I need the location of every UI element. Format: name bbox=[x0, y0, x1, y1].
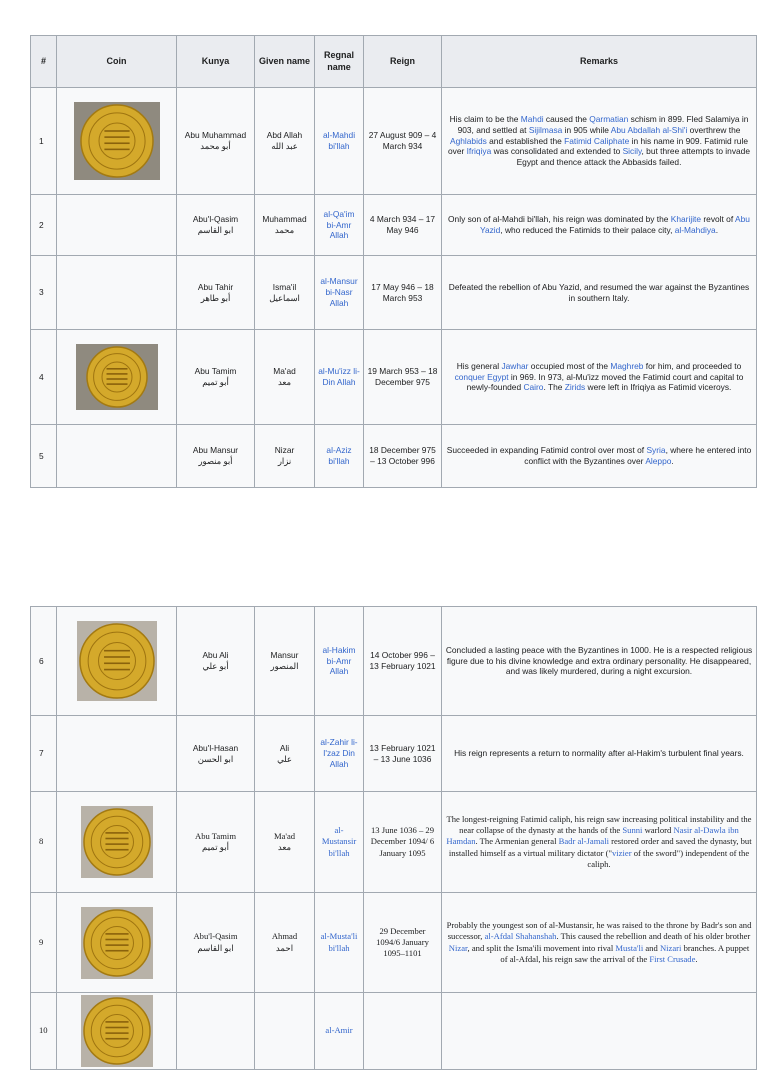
kunya-latin: Abu'l-Qasim bbox=[192, 214, 239, 225]
regnal-name-link[interactable]: al-Mu'izz li-Din Allah bbox=[318, 366, 360, 387]
remarks-text: Probably the youngest son of al-Mustansir, he was raised to the throne by Badr's son and successor, bbox=[446, 920, 752, 942]
coin-cell bbox=[57, 893, 177, 993]
remarks-link[interactable]: Nasir al-Dawla ibn Hamdan bbox=[446, 825, 739, 847]
given-name-latin: Abd Allah bbox=[266, 130, 303, 141]
kunya-arabic: أبو طاهر bbox=[200, 292, 231, 303]
row-number-text: 4 bbox=[39, 371, 44, 382]
gold-coin-image[interactable] bbox=[74, 102, 160, 180]
remarks-link[interactable]: Jawhar bbox=[501, 360, 529, 371]
remarks-link[interactable]: Syria bbox=[646, 445, 666, 456]
remarks-cell bbox=[442, 716, 757, 792]
remarks-link[interactable]: Cairo bbox=[523, 382, 544, 393]
remarks-link[interactable]: Abu Yazid bbox=[479, 214, 750, 235]
kunya-arabic: أبو علي bbox=[202, 661, 229, 671]
reign-cell bbox=[364, 195, 442, 256]
remarks-text: caused the bbox=[543, 113, 590, 124]
header-coin: Coin bbox=[57, 36, 177, 88]
kunya-cell bbox=[177, 607, 255, 716]
remarks-link[interactable]: Aghlabids bbox=[450, 135, 487, 146]
reign-dates: 13 February 1021 – 13 June 1036 bbox=[369, 742, 436, 764]
caliphs-table-top bbox=[30, 35, 757, 488]
given-name-latin: Isma'il bbox=[272, 281, 297, 292]
remarks-link[interactable]: Maghreb bbox=[610, 360, 644, 371]
remarks-cell bbox=[442, 993, 757, 1070]
given-name-cell bbox=[255, 256, 315, 330]
gold-coin-image[interactable] bbox=[81, 907, 153, 979]
table-row bbox=[31, 88, 757, 195]
row-number bbox=[31, 993, 57, 1070]
caliphs-table-bottom bbox=[30, 606, 757, 1070]
remarks-text: and bbox=[643, 942, 660, 953]
table-row bbox=[31, 425, 757, 488]
remarks-text: restored order and saved the dynasty, but installed himself as a virtual military dictator (" bbox=[448, 836, 752, 858]
kunya-cell bbox=[177, 256, 255, 330]
remarks-link[interactable]: Musta'li bbox=[615, 942, 644, 953]
given-name-latin: Muhammad bbox=[262, 214, 307, 225]
kunya-latin: Abu'l-Hasan bbox=[192, 742, 239, 753]
row-number-text: 5 bbox=[39, 450, 44, 461]
remarks-text: Succeeded in expanding Fatimid control over most of bbox=[446, 445, 647, 456]
given-name-latin: Nizar bbox=[274, 445, 295, 456]
kunya-latin: Abu Muhammad bbox=[184, 130, 247, 141]
remarks-cell bbox=[442, 425, 757, 488]
coin-cell bbox=[57, 425, 177, 488]
given-name-latin: Ali bbox=[279, 742, 290, 753]
coin-cell bbox=[57, 716, 177, 792]
given-name-arabic: معد bbox=[278, 377, 291, 387]
table-row bbox=[31, 893, 757, 993]
row-number-text: 3 bbox=[39, 287, 44, 298]
remarks-text: . The bbox=[543, 382, 565, 393]
row-number bbox=[31, 195, 57, 256]
given-name-arabic: معد bbox=[277, 842, 292, 852]
remarks-text: overthrew the bbox=[687, 124, 741, 135]
given-name-latin: Ahmad bbox=[271, 931, 298, 942]
row-number bbox=[31, 88, 57, 195]
regnal-name-link[interactable]: al-Hakim bi-Amr Allah bbox=[322, 644, 356, 677]
kunya-latin: Abu Ali bbox=[202, 650, 229, 661]
remarks-cell bbox=[442, 88, 757, 195]
gold-coin-image[interactable] bbox=[81, 806, 153, 878]
given-name-cell bbox=[255, 993, 315, 1070]
given-name-arabic: علي bbox=[277, 753, 292, 764]
regnal-name-cell bbox=[315, 195, 364, 256]
table-row bbox=[31, 792, 757, 893]
remarks-cell bbox=[442, 893, 757, 993]
header-num: # bbox=[31, 36, 57, 88]
remarks-text: occupied most of the bbox=[528, 360, 611, 371]
reign-cell bbox=[364, 88, 442, 195]
coin-cell bbox=[57, 195, 177, 256]
regnal-name-link[interactable]: al-Musta'li bi'llah bbox=[320, 931, 358, 953]
kunya-cell bbox=[177, 792, 255, 893]
coin-cell bbox=[57, 330, 177, 425]
kunya-latin: Abu Mansur bbox=[192, 445, 239, 456]
remarks-link[interactable]: al-Mahdiya bbox=[674, 225, 716, 235]
header-remarks: Remarks bbox=[442, 36, 757, 88]
coin-cell bbox=[57, 993, 177, 1070]
remarks-text: . The Armenian general bbox=[475, 836, 559, 847]
remarks-text: . bbox=[671, 456, 674, 466]
remarks-link[interactable]: Sijilmasa bbox=[528, 124, 563, 135]
reign-cell bbox=[364, 256, 442, 330]
given-name-latin: Mansur bbox=[270, 650, 299, 661]
remarks-text: schism in 899. Fled Salamiya in 903, and settled at bbox=[457, 113, 749, 135]
remarks-text: The longest-reigning Fatimid caliph, his reign saw increasing political instability and the near collapse of the dynasty at the hands of the bbox=[446, 814, 752, 836]
remarks-text: for him, and proceeded to bbox=[643, 360, 742, 371]
remarks-text: were left in Ifriqiya as Fatimid viceroys. bbox=[585, 382, 732, 393]
remarks-text: Concluded a lasting peace with the Byzantines in 1000. He is a respected religious figure due to his divine knowledge and extra ordinary personality. He disappeared, and was likely murdered, during a night excursion. bbox=[445, 644, 753, 677]
table-row bbox=[31, 256, 757, 330]
remarks-link[interactable]: Nizari bbox=[659, 942, 682, 953]
regnal-name-link[interactable]: al-Aziz bi'llah bbox=[326, 445, 352, 466]
remarks-link[interactable]: Zirids bbox=[564, 382, 586, 393]
reign-cell bbox=[364, 425, 442, 488]
kunya-arabic: ابو القاسم bbox=[197, 225, 234, 235]
regnal-name-cell bbox=[315, 330, 364, 425]
reign-dates: 4 March 934 – 17 May 946 bbox=[369, 214, 436, 235]
remarks-text: , but three attempts to invade Egypt and thence attack the Abbasids failed. bbox=[516, 146, 750, 168]
regnal-name-link[interactable]: al-Mahdi bi'llah bbox=[322, 130, 356, 151]
reign-cell bbox=[364, 716, 442, 792]
reign-dates: 18 December 975 – 13 October 996 bbox=[369, 445, 436, 466]
remarks-text: in 905 while bbox=[562, 124, 611, 135]
row-number bbox=[31, 425, 57, 488]
coin-cell bbox=[57, 792, 177, 893]
remarks-text: His reign represents a return to normality after al-Hakim's turbulent final years. bbox=[454, 748, 744, 759]
remarks-link[interactable]: First Crusade bbox=[649, 953, 696, 964]
coin-cell bbox=[57, 256, 177, 330]
remarks-text: , and split the Isma'ili movement into rival bbox=[467, 942, 616, 953]
reign-dates: 17 May 946 – 18 March 953 bbox=[371, 281, 434, 303]
header-given-name: Given name bbox=[255, 36, 315, 88]
remarks-text: in his name in 909. Fatimid rule over bbox=[447, 135, 748, 157]
remarks-link[interactable]: Aleppo bbox=[645, 456, 672, 466]
header-regnal-name: Regnal name bbox=[315, 36, 364, 88]
kunya-cell bbox=[177, 893, 255, 993]
regnal-name-link[interactable]: al-Mansur bi-Nasr Allah bbox=[320, 276, 358, 308]
regnal-name-cell bbox=[315, 893, 364, 993]
remarks-link[interactable]: Qarmatian bbox=[589, 113, 629, 124]
row-number bbox=[31, 256, 57, 330]
regnal-name-link[interactable]: al-Qa'im bi-Amr Allah bbox=[323, 208, 355, 241]
reign-dates: 14 October 996 – 13 February 1021 bbox=[369, 650, 436, 671]
remarks-link[interactable]: Kharijite bbox=[670, 214, 702, 225]
gold-coin-image[interactable] bbox=[77, 621, 157, 701]
reign-cell bbox=[364, 893, 442, 993]
kunya-latin: Abu Tamim bbox=[194, 830, 236, 841]
header-row bbox=[31, 36, 757, 88]
remarks-text: . bbox=[715, 225, 719, 235]
remarks-link[interactable]: Fatimid Caliphate bbox=[564, 135, 630, 146]
remarks-cell bbox=[442, 607, 757, 716]
given-name-arabic: نزار bbox=[277, 456, 292, 466]
remarks-cell bbox=[442, 256, 757, 330]
remarks-text: was consolidated and extended to bbox=[491, 146, 623, 157]
regnal-name-link[interactable]: al-Zahir li-I'zaz Din Allah bbox=[320, 737, 358, 769]
kunya-arabic: أبو تميم bbox=[201, 842, 230, 852]
kunya-latin: Abu Tamim bbox=[194, 366, 237, 377]
table-row bbox=[31, 993, 757, 1070]
remarks-link[interactable]: Mahdi bbox=[520, 113, 544, 124]
remarks-link[interactable]: Nizar bbox=[448, 942, 468, 953]
gold-coin-image[interactable] bbox=[81, 995, 153, 1067]
row-number-text: 2 bbox=[39, 219, 44, 230]
row-number-text: 9 bbox=[39, 936, 44, 947]
remarks-link[interactable]: Ifriqiya bbox=[466, 146, 492, 157]
row-number bbox=[31, 792, 57, 893]
given-name-cell bbox=[255, 330, 315, 425]
regnal-name-cell bbox=[315, 792, 364, 893]
given-name-arabic: احمد bbox=[275, 942, 294, 953]
row-number bbox=[31, 716, 57, 792]
given-name-latin: Ma'ad bbox=[273, 830, 296, 841]
remarks-text: warlord bbox=[642, 825, 674, 836]
reign-cell bbox=[364, 607, 442, 716]
remarks-text: . bbox=[695, 953, 698, 964]
row-number-text: 7 bbox=[39, 748, 44, 759]
table-row bbox=[31, 607, 757, 716]
remarks-text: in 969. In 973, al-Mu'izz moved the Fatimid court and capital to newly-founded bbox=[466, 371, 744, 393]
remarks-text: revolt of bbox=[701, 214, 736, 225]
gold-coin-image[interactable] bbox=[76, 344, 158, 410]
row-number bbox=[31, 607, 57, 716]
remarks-link[interactable]: Sunni bbox=[622, 825, 643, 836]
remarks-text: , where he entered into conflict with the Byzantines over bbox=[524, 445, 752, 466]
given-name-latin: Ma'ad bbox=[273, 366, 296, 377]
remarks-cell bbox=[442, 195, 757, 256]
table-row bbox=[31, 716, 757, 792]
row-number-text: 8 bbox=[39, 836, 44, 847]
kunya-arabic: ابو الحسن bbox=[197, 753, 234, 764]
remarks-text: His general bbox=[456, 360, 502, 371]
regnal-name-link[interactable]: al-Amir bbox=[325, 1025, 353, 1036]
given-name-cell bbox=[255, 195, 315, 256]
kunya-cell bbox=[177, 195, 255, 256]
given-name-arabic: اسماعيل bbox=[269, 292, 300, 303]
kunya-arabic: أبو محمد bbox=[200, 141, 231, 151]
reign-dates: 27 August 909 – 4 March 934 bbox=[368, 130, 437, 151]
remarks-text: . This caused the rebellion and death of his older brother bbox=[556, 931, 751, 942]
header-kunya: Kunya bbox=[177, 36, 255, 88]
reign-cell bbox=[364, 993, 442, 1070]
reign-dates: 13 June 1036 – 29 December 1094/ 6 January 1095 bbox=[370, 825, 435, 858]
remarks-text: of the sword") independent of the caliph. bbox=[587, 847, 750, 869]
given-name-cell bbox=[255, 792, 315, 893]
kunya-cell bbox=[177, 993, 255, 1070]
remarks-text: branches. A puppet of al-Afdal, his reign saw the arrival of the bbox=[500, 942, 750, 964]
remarks-link[interactable]: Badr al-Jamali bbox=[558, 836, 609, 847]
table-row bbox=[31, 330, 757, 425]
kunya-arabic: ابو القاسم bbox=[197, 942, 234, 953]
remarks-text: , who reduced the Fatimids to their palace city, bbox=[500, 225, 675, 235]
reign-cell bbox=[364, 330, 442, 425]
remarks-link[interactable]: al-Afdal Shahanshah bbox=[484, 931, 557, 942]
header-reign: Reign bbox=[364, 36, 442, 88]
remarks-link[interactable]: vizier bbox=[612, 847, 632, 858]
regnal-name-cell bbox=[315, 716, 364, 792]
regnal-name-cell bbox=[315, 256, 364, 330]
remarks-text: and established the bbox=[486, 135, 565, 146]
remarks-text: Only son of al-Mahdi bi'llah, his reign was dominated by the bbox=[448, 214, 671, 225]
kunya-arabic: أبو منصور bbox=[198, 456, 233, 466]
given-name-cell bbox=[255, 716, 315, 792]
remarks-cell bbox=[442, 792, 757, 893]
table-row bbox=[31, 195, 757, 256]
given-name-cell bbox=[255, 893, 315, 993]
row-number-text: 10 bbox=[39, 1025, 48, 1036]
remarks-link[interactable]: conquer Egypt bbox=[454, 371, 509, 382]
reign-cell bbox=[364, 792, 442, 893]
given-name-arabic: عبد الله bbox=[271, 141, 298, 151]
regnal-name-cell bbox=[315, 88, 364, 195]
remarks-link[interactable]: Sicily bbox=[622, 146, 642, 157]
regnal-name-cell bbox=[315, 993, 364, 1070]
kunya-arabic: أبو تميم bbox=[202, 377, 229, 387]
given-name-arabic: محمد bbox=[274, 225, 295, 235]
kunya-cell bbox=[177, 425, 255, 488]
coin-cell bbox=[57, 607, 177, 716]
row-number-text: 1 bbox=[39, 135, 44, 146]
reign-dates: 29 December 1094/6 January 1095–1101 bbox=[376, 925, 429, 959]
reign-dates: 19 March 953 – 18 December 975 bbox=[367, 366, 438, 387]
given-name-cell bbox=[255, 607, 315, 716]
coin-cell bbox=[57, 88, 177, 195]
row-number-text: 6 bbox=[39, 655, 44, 666]
kunya-latin: Abu Tahir bbox=[197, 281, 234, 292]
given-name-cell bbox=[255, 425, 315, 488]
remarks-cell bbox=[442, 330, 757, 425]
regnal-name-cell bbox=[315, 425, 364, 488]
kunya-cell bbox=[177, 88, 255, 195]
row-number bbox=[31, 330, 57, 425]
regnal-name-link[interactable]: al-Mustansir bi'llah bbox=[321, 825, 357, 858]
row-number bbox=[31, 893, 57, 993]
kunya-cell bbox=[177, 330, 255, 425]
remarks-text: Defeated the rebellion of Abu Yazid, and resumed the war against the Byzantines in southern Italy. bbox=[448, 281, 750, 303]
kunya-latin: Abu'l-Qasim bbox=[193, 931, 238, 942]
given-name-cell bbox=[255, 88, 315, 195]
remarks-link[interactable]: Abu Abdallah al-Shi'i bbox=[610, 124, 688, 135]
given-name-arabic: المنصور bbox=[270, 661, 299, 671]
regnal-name-cell bbox=[315, 607, 364, 716]
kunya-cell bbox=[177, 716, 255, 792]
remarks-text: His claim to be the bbox=[449, 113, 521, 124]
